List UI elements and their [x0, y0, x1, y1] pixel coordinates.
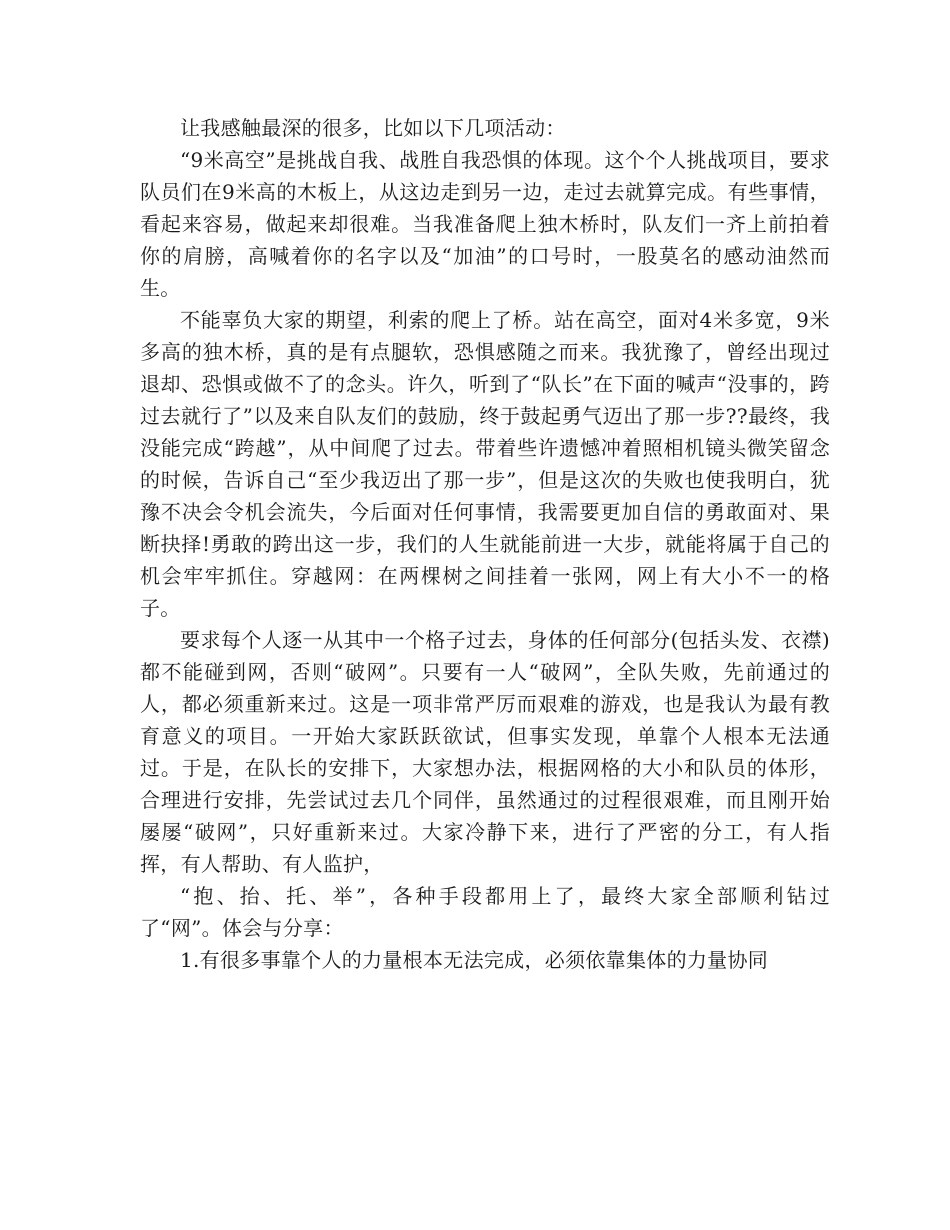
paragraph-net-crossing: 要求每个人逐一从其中一个格子过去，身体的任何部分(包括头发、衣襟)都不能碰到网，否则“破网”。只要有一人“破网”，全队失败，先前通过的人，都必须重新来过。这是一项非常严厉而艰难的游戏，也是我认为最有教育意义的项目。一开始大家跃跃欲试，但事实发现，单靠个人根本无法通过。于是，在队长的安排下，大家想办法，根据网格的大小和队员的体形，合理进行安排，先尝试过去几个同伴，虽然通过的过程很艰难，而且刚开始屡屡“破网”，只好重新来过。大家冷静下来，进行了严密的分工，有人指挥，有人帮助、有人监护，: [140, 628, 830, 876]
paragraph-intro: 让我感触最深的很多，比如以下几项活动：: [180, 116, 566, 140]
paragraph-bridge-crossing: 不能辜负大家的期望，利索的爬上了桥。站在高空，面对4米多宽，9米多高的独木桥，真的是有点腿软，恐惧感随之而来。我犹豫了，曾经出现过退却、恐惧或做不了的念头。许久，听到了“队长”在下面的喊声“没事的，跨过去就行了”以及来自队友们的鼓励，终于鼓起勇气迈出了那一步??最终，我没能完成“跨越”，从中间爬了过去。带着些许遗憾冲着照相机镜头微笑留念的时候，告诉自己“至少我迈出了那一步”，但是这次的失败也使我明白，犹豫不决会令机会流失，今后面对任何事情，我需要更加自信的勇敢面对、果断抉择!勇敢的跨出这一步，我们的人生就能前进一大步，就能将属于自己的机会牢牢抓住。穿越网：在两棵树之间挂着一张网，网上有大小不一的格子。: [140, 308, 830, 620]
paragraph-nine-meter-challenge: “9米高空”是挑战自我、战胜自我恐惧的体现。这个个人挑战项目，要求队员们在9米高的木板上，从这边走到另一边，走过去就算完成。有些事情，看起来容易，做起来却很难。当我准备爬上独木桥时，队友们一齐上前拍着你的肩膀，高喊着你的名字以及“加油”的口号时，一股莫名的感动油然而生。: [140, 148, 830, 300]
paragraph-lesson-one: 1.有很多事靠个人的力量根本无法完成，必须依靠集体的力量协同: [180, 948, 769, 972]
paragraph-team-effort: “抱、抬、托、举”，各种手段都用上了，最终大家全部顺利钻过了“网”。体会与分享：: [140, 884, 830, 940]
document-page: [140, 112, 830, 976]
